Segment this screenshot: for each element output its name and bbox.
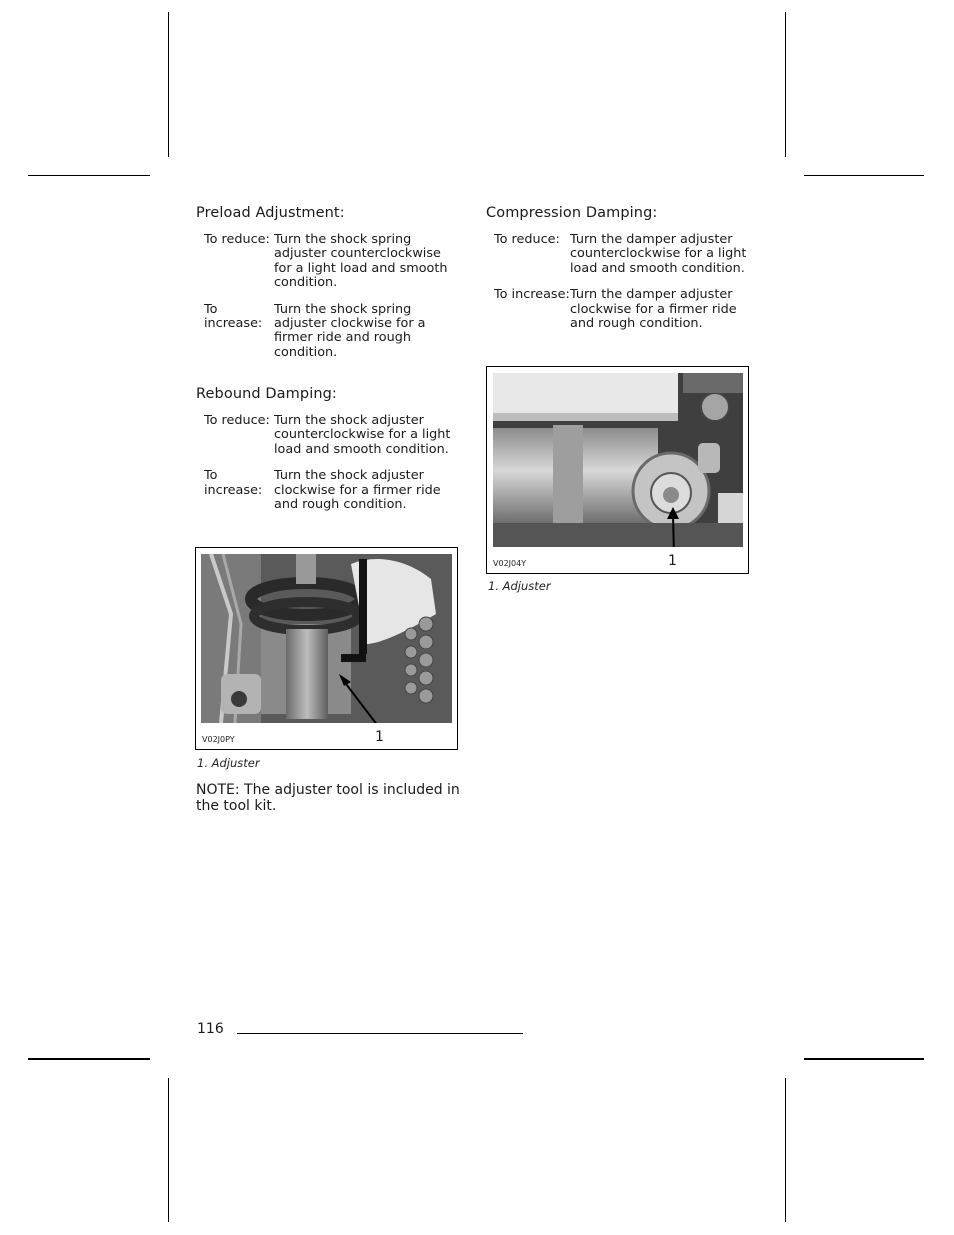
table-row [204,303,454,361]
callout-number: 1 [668,553,677,569]
rebound-table [204,414,456,524]
table-row [204,469,456,512]
row-value: Turn the shock spring adjuster counterclockwise for a light load and smooth condition. [274,232,448,291]
photo-shock-compression [493,373,743,547]
row-key: To reduce: [494,232,560,247]
table-row [204,233,454,291]
crop-mark [28,1058,150,1060]
table-row [494,288,749,331]
note-paragraph [196,782,466,814]
table-row [204,414,456,457]
preload-heading: Preload Adjustment: [196,205,345,221]
figure-rebound-adjuster [195,547,458,750]
row-value: Turn the shock adjuster clockwise for a firmer ride and rough condition. [274,468,441,513]
row-value: Turn the damper adjuster counterclockwise for a light load and smooth condition. [570,232,747,276]
row-key: To reduce: [204,413,270,428]
row-key: To increase: [494,287,570,303]
photo-shock-rebound [201,554,452,723]
figure-compression-adjuster [486,366,749,574]
figure-id: V02J04Y [493,559,527,568]
crop-mark [168,12,169,157]
note-label: NOTE: [196,782,240,798]
row-key: To increase: [204,301,263,332]
rebound-heading: Rebound Damping: [196,386,337,402]
figure-id: V02J0PY [202,735,235,744]
table-row [494,233,749,276]
row-key: To increase: [204,468,263,498]
note-text: The adjuster tool is included in the tool kit. [196,782,460,814]
crop-mark [168,1078,169,1222]
row-value: Turn the shock spring adjuster clockwise for a firmer ride and rough condition. [274,301,426,360]
page-number: 116 [197,1021,224,1037]
crop-mark [28,175,150,176]
row-value: Turn the shock adjuster counterclockwise for a light load and smooth condition. [274,413,451,457]
figure-caption: 1. Adjuster [488,579,551,593]
row-value: Turn the damper adjuster clockwise for a firmer ride and rough condition. [570,287,737,332]
preload-table [204,233,454,372]
crop-mark [804,175,924,176]
compression-table [494,233,749,343]
footer-rule [237,1033,523,1034]
crop-mark [804,1058,924,1060]
crop-mark [785,1078,786,1222]
compression-heading: Compression Damping: [486,205,658,221]
row-key: To reduce: [204,232,270,247]
callout-number: 1 [375,729,384,745]
figure-caption: 1. Adjuster [197,756,260,770]
crop-mark [785,12,786,157]
